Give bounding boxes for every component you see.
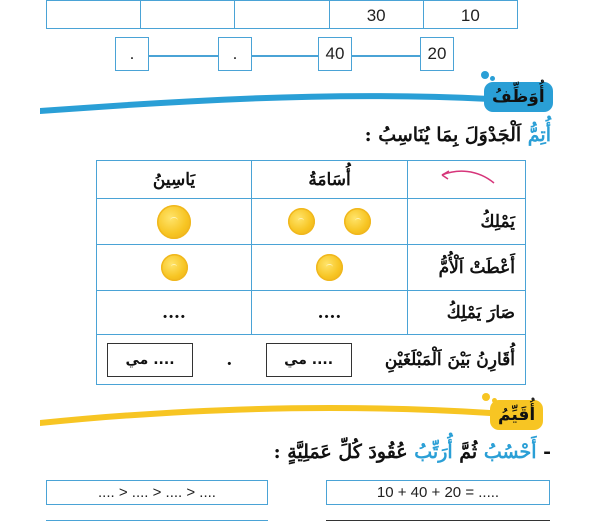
answer-cell[interactable]: .... bbox=[252, 291, 408, 335]
number-line bbox=[0, 37, 595, 73]
header-cell: يَاسِينُ bbox=[97, 161, 252, 199]
instruction-dash: - bbox=[536, 441, 551, 463]
number-box: 20 bbox=[420, 37, 454, 71]
compare-cell bbox=[97, 335, 526, 385]
compare-sign[interactable]: . bbox=[226, 349, 233, 370]
coin-icon bbox=[157, 205, 191, 239]
ordering-answer-box[interactable]: .... > .... > .... > .... bbox=[46, 480, 268, 505]
coin-icon bbox=[344, 208, 371, 235]
compare-row bbox=[97, 343, 525, 377]
number-box[interactable]: . bbox=[115, 37, 149, 71]
coin-cell bbox=[97, 245, 252, 291]
top-table bbox=[46, 0, 518, 29]
instruction-highlight: أُرَتِّبُ bbox=[414, 441, 453, 463]
instruction-text: ثُمَّ bbox=[452, 441, 484, 463]
instruction-text: عُقُودَ كُلِّ عَمَلِيَّةٍ : bbox=[273, 441, 415, 463]
next-row-edge bbox=[46, 520, 268, 525]
header-cell: أُسَامَةُ bbox=[252, 161, 408, 199]
section-banner-assess bbox=[0, 398, 595, 438]
coin-icon bbox=[316, 254, 343, 281]
instruction-line bbox=[365, 124, 551, 146]
coin-icon bbox=[161, 254, 188, 281]
decor-dot bbox=[481, 71, 489, 79]
decor-dot bbox=[490, 76, 495, 81]
table-row bbox=[97, 335, 526, 385]
row-label: صَارَ يَمْلِكُ bbox=[408, 291, 526, 335]
sum-answer-box[interactable]: 10 + 40 + 20 = ..... bbox=[326, 480, 550, 505]
table-row bbox=[97, 161, 526, 199]
number-line-segment bbox=[352, 55, 420, 57]
coin-cell bbox=[252, 245, 408, 291]
number-box[interactable]: . bbox=[218, 37, 252, 71]
table-cell: 30 bbox=[329, 1, 423, 29]
table-row bbox=[97, 245, 526, 291]
number-line-segment bbox=[148, 55, 218, 57]
next-row-edge bbox=[326, 520, 550, 525]
table-cell bbox=[47, 1, 141, 29]
section-badge: أُوَظِّفُ bbox=[484, 82, 553, 112]
row-label: أَعْطَتْ اَلْأُمُّ bbox=[408, 245, 526, 291]
arrow-cell bbox=[408, 161, 526, 199]
coin-cell bbox=[252, 199, 408, 245]
coin-cell bbox=[97, 199, 252, 245]
number-box: 40 bbox=[318, 37, 352, 71]
table-cell: 10 bbox=[423, 1, 517, 29]
table-cell bbox=[235, 1, 329, 29]
table-row bbox=[97, 199, 526, 245]
number-line-segment bbox=[252, 55, 318, 57]
instruction-highlight: أُتِمُّ bbox=[527, 124, 551, 146]
curved-arrow-icon bbox=[432, 167, 502, 187]
section-banner-apply bbox=[0, 78, 595, 118]
instruction-text: اَلْجَدْوَلَ بِمَا يُنَاسِبُ : bbox=[364, 124, 528, 146]
compare-label: أُقَارِنُ بَيْنَ اَلْمَبْلَغَيْنِ bbox=[384, 349, 515, 370]
row-label: يَمْلِكُ bbox=[408, 199, 526, 245]
table-row bbox=[47, 1, 518, 29]
decor-dot bbox=[482, 393, 490, 401]
section-badge: أُقَيِّمُ bbox=[490, 400, 543, 430]
compare-box[interactable]: مي .... bbox=[266, 343, 352, 377]
money-table bbox=[96, 160, 526, 385]
coin-icon bbox=[288, 208, 315, 235]
table-row bbox=[97, 291, 526, 335]
table-cell bbox=[141, 1, 235, 29]
answer-cell[interactable]: .... bbox=[97, 291, 252, 335]
instruction-highlight: أَحْسُبُ bbox=[483, 441, 537, 463]
compare-box[interactable]: مي .... bbox=[107, 343, 193, 377]
instruction-line bbox=[274, 441, 551, 463]
